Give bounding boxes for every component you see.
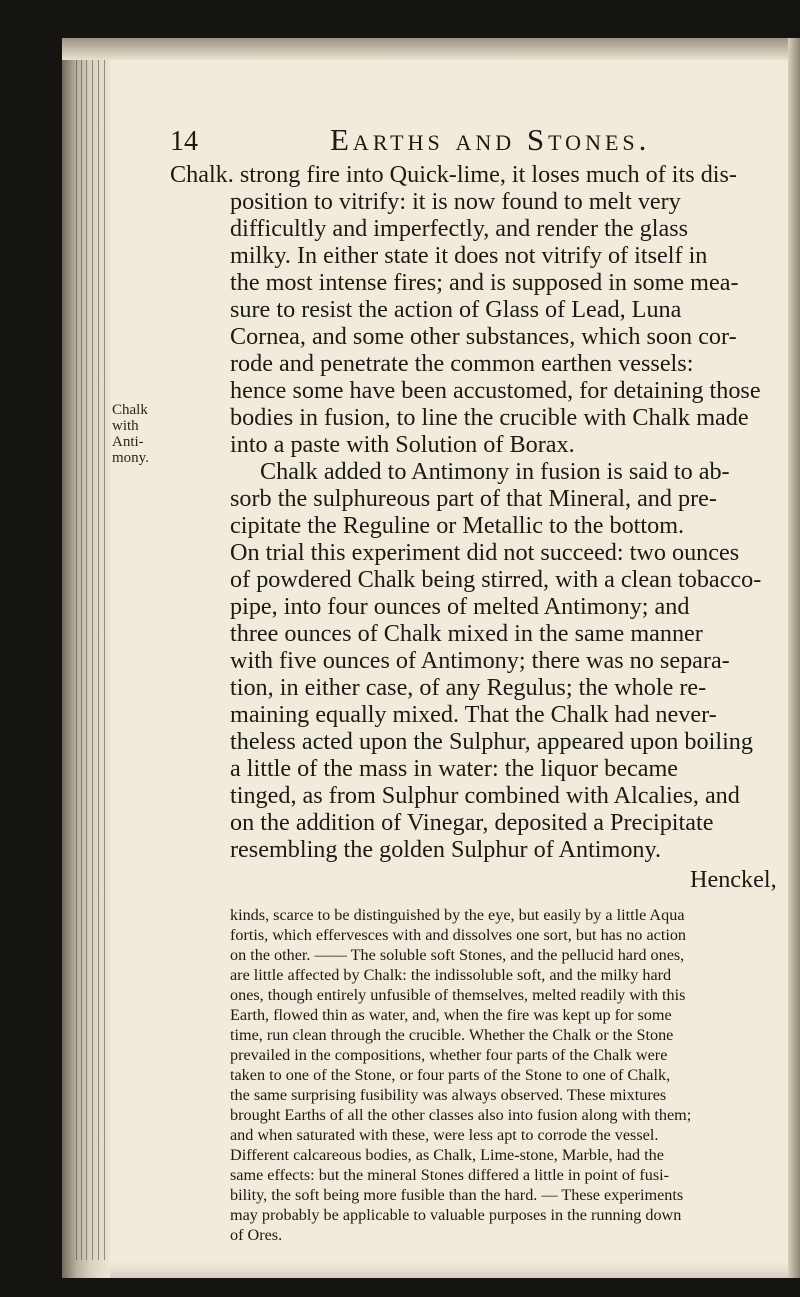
footnote-line: on the other. —— The soluble soft Stones, and the pellucid hard ones, <box>230 946 685 964</box>
footnote-line: taken to one of the Stone, or four parts of the Stone to one of Chalk, <box>230 1066 671 1084</box>
body-line: with five ounces of Antimony; there was no separa- <box>230 647 730 674</box>
body-line: three ounces of Chalk mixed in the same manner <box>230 620 703 647</box>
body-line: maining equally mixed. That the Chalk had never- <box>230 701 717 728</box>
body-line: of powdered Chalk being stirred, with a clean tobacco- <box>230 566 762 593</box>
margin-note-line: Chalk <box>112 402 148 418</box>
body-line: resembling the golden Sulphur of Antimony. <box>230 836 662 863</box>
footnote-line: Earth, flowed thin as water, and, when the fire was kept up for some <box>230 1006 672 1024</box>
footnote-line: the same surprising fusibility was always observed. These mixtures <box>230 1086 667 1104</box>
body-line: difficultly and imperfectly, and render the glass <box>230 215 689 242</box>
running-title: Earths and Stones. <box>330 122 651 157</box>
body-line: tion, in either case, of any Regulus; the whole re- <box>230 674 707 701</box>
gutter-binding-lines <box>74 60 106 1260</box>
footnote-line: fortis, which effervesces with and dissolves one sort, but has no action <box>230 926 687 944</box>
page-header <box>170 120 790 164</box>
page-number: 14 <box>170 126 198 157</box>
page-top-shadow <box>62 38 800 60</box>
footnote-line: time, run clean through the crucible. Whether the Chalk or the Stone <box>230 1026 674 1044</box>
body-line: cipitate the Reguline or Metallic to the bottom. <box>230 512 685 539</box>
body-line: a little of the mass in water: the liquor became <box>230 755 678 782</box>
footnote-line: of Ores. <box>230 1226 283 1244</box>
footnote-line: are little affected by Chalk: the indissoluble soft, and the milky hard <box>230 966 672 984</box>
margin-note <box>112 402 172 466</box>
body-line: pipe, into four ounces of melted Antimony; and <box>230 593 690 620</box>
body-line: theless acted upon the Sulphur, appeared upon boiling <box>230 728 753 755</box>
footnote-line: brought Earths of all the other classes also into fusion along with them; <box>230 1106 692 1124</box>
footnote-line: prevailed in the compositions, whether four parts of the Chalk were <box>230 1046 668 1064</box>
body-line: on the addition of Vinegar, deposited a Precipitate <box>230 809 714 836</box>
footnote-line: may probably be applicable to valuable purposes in the running down <box>230 1206 682 1224</box>
footnote-line: Different calcareous bodies, as Chalk, Lime-stone, Marble, had the <box>230 1146 664 1164</box>
body-line: milky. In either state it does not vitrify of itself in <box>230 242 708 269</box>
body-line: into a paste with Solution of Borax. <box>230 431 575 458</box>
footnote-line: same effects: but the mineral Stones differed a little in point of fusi- <box>230 1166 670 1184</box>
body-line: Chalk added to Antimony in fusion is said to ab- <box>260 458 730 485</box>
body-line: sure to resist the action of Glass of Lead, Luna <box>230 296 682 323</box>
footnote-line: bility, the soft being more fusible than the hard. — These experiments <box>230 1186 684 1204</box>
body-line: bodies in fusion, to line the crucible with Chalk made <box>230 404 749 431</box>
body-line: sorb the sulphureous part of that Mineral, and pre- <box>230 485 717 512</box>
catchword: Henckel, <box>690 866 777 893</box>
page-right-edge <box>788 38 800 1278</box>
body-line: hence some have been accustomed, for detaining those <box>230 377 761 404</box>
body-line: position to vitrify: it is now found to melt very <box>230 188 681 215</box>
body-line: Chalk. strong fire into Quick-lime, it loses much of its dis- <box>170 161 737 188</box>
margin-note-line: with Anti- <box>112 418 144 450</box>
body-line: Cornea, and some other substances, which soon cor- <box>230 323 737 350</box>
body-line: On trial this experiment did not succeed: two ounces <box>230 539 740 566</box>
body-line: the most intense fires; and is supposed in some mea- <box>230 269 739 296</box>
body-line: rode and penetrate the common earthen vessels: <box>230 350 694 377</box>
footnote-line: ones, though entirely unfusible of themselves, melted readily with this <box>230 986 686 1004</box>
margin-note-line: mony. <box>112 450 149 466</box>
body-line: tinged, as from Sulphur combined with Alcalies, and <box>230 782 740 809</box>
footnote-line: kinds, scarce to be distinguished by the eye, but easily by a little Aqua <box>230 906 685 924</box>
footnote-line: and when saturated with these, were less apt to corrode the vessel. <box>230 1126 659 1144</box>
